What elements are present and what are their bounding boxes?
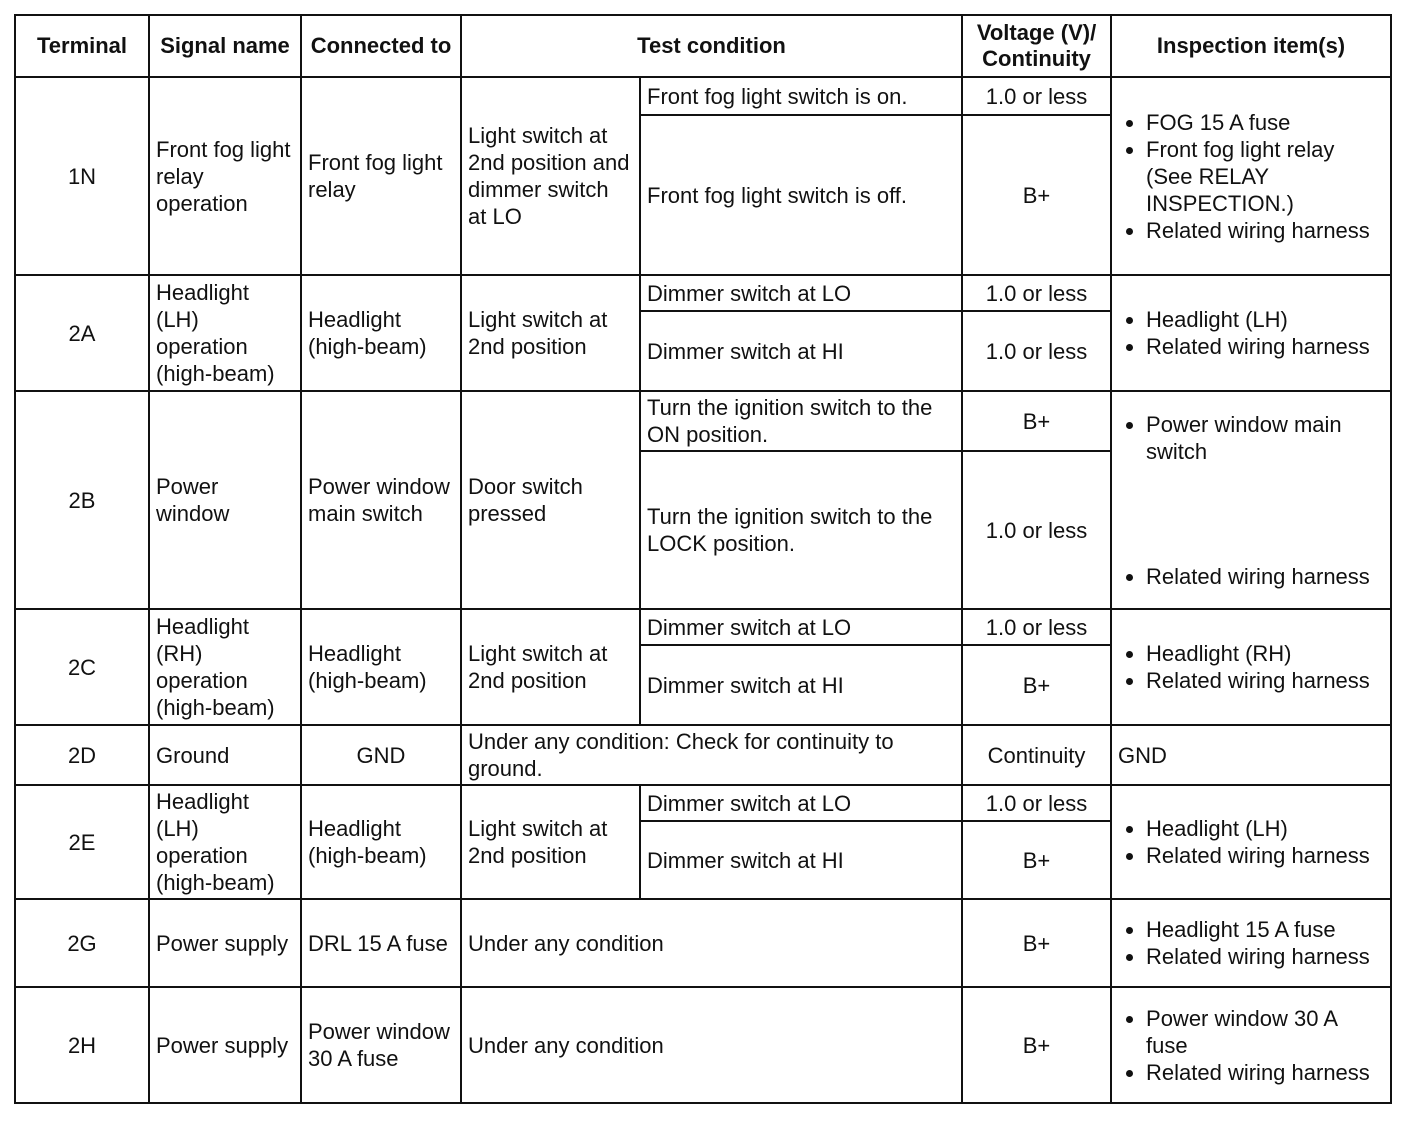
connected-to-cell: Headlight (high-beam) [301, 785, 461, 899]
sub-condition-cell: Turn the ignition switch to the ON position. [640, 391, 962, 451]
terminal-cell: 2G [15, 899, 149, 987]
table-row [15, 77, 1391, 115]
terminal-cell: 2D [15, 725, 149, 785]
voltage-cell: 1.0 or less [962, 275, 1111, 311]
inspection-list [1118, 640, 1384, 694]
inspection-item: • Front fog light relay (See RELAY INSPECTION.) [1146, 136, 1384, 217]
test-condition-cell: Under any condition: Check for continuity to ground. [461, 725, 962, 785]
inspection-cell [1111, 275, 1391, 391]
inspection-cell: GND [1111, 725, 1391, 785]
inspection-cell [1111, 899, 1391, 987]
voltage-cell: B+ [962, 821, 1111, 899]
voltage-cell: 1.0 or less [962, 77, 1111, 115]
test-condition-cell: Light switch at 2nd position and dimmer switch at LO [461, 77, 640, 275]
header-test-condition: Test condition [461, 15, 962, 77]
sub-condition-cell: Turn the ignition switch to the LOCK position. [640, 451, 962, 609]
inspection-cell [1111, 987, 1391, 1103]
inspection-item: • Related wiring harness [1146, 667, 1384, 694]
signal-name-cell: Power supply [149, 987, 301, 1103]
signal-name-cell: Headlight (LH) operation (high-beam) [149, 275, 301, 391]
connected-to-cell: Headlight (high-beam) [301, 275, 461, 391]
test-condition-cell: Under any condition [461, 899, 962, 987]
terminal-cell: 2A [15, 275, 149, 391]
inspection-cell [1111, 77, 1391, 275]
voltage-cell: B+ [962, 987, 1111, 1103]
inspection-item: • Headlight (LH) [1146, 815, 1384, 842]
signal-name-cell: Ground [149, 725, 301, 785]
test-condition-cell: Under any condition [461, 987, 962, 1103]
inspection-item: • Related wiring harness [1146, 842, 1384, 869]
inspection-item: • Power window main switch [1146, 411, 1384, 465]
connected-to-cell: Power window 30 A fuse [301, 987, 461, 1103]
terminal-cell: 2H [15, 987, 149, 1103]
inspection-item: • Related wiring harness [1146, 943, 1384, 970]
connected-to-cell: Headlight (high-beam) [301, 609, 461, 725]
inspection-table-wrapper [14, 14, 1390, 1104]
inspection-cell [1111, 785, 1391, 899]
connected-to-cell: Power window main switch [301, 391, 461, 609]
header-inspection-items: Inspection item(s) [1111, 15, 1391, 77]
sub-condition-cell: Dimmer switch at HI [640, 821, 962, 899]
inspection-item: • Headlight 15 A fuse [1146, 916, 1384, 943]
voltage-cell: B+ [962, 645, 1111, 725]
terminal-cell: 2E [15, 785, 149, 899]
inspection-item: • Power window 30 A fuse [1146, 1005, 1384, 1059]
header-connected-to: Connected to [301, 15, 461, 77]
header-signal-name: Signal name [149, 15, 301, 77]
sub-condition-cell: Dimmer switch at HI [640, 311, 962, 391]
table-row [15, 785, 1391, 821]
inspection-item: • Related wiring harness [1146, 333, 1384, 360]
table-row [15, 275, 1391, 311]
terminal-cell: 2C [15, 609, 149, 725]
test-condition-cell: Light switch at 2nd position [461, 609, 640, 725]
inspection-item: • Headlight (RH) [1146, 640, 1384, 667]
test-condition-cell: Door switch pressed [461, 391, 640, 609]
table-row [15, 391, 1391, 451]
voltage-cell: 1.0 or less [962, 785, 1111, 821]
inspection-item: • Related wiring harness [1146, 217, 1384, 244]
voltage-cell: Continuity [962, 725, 1111, 785]
inspection-list [1118, 411, 1384, 590]
inspection-cell [1111, 391, 1391, 609]
inspection-list [1118, 109, 1384, 244]
signal-name-cell: Front fog light relay operation [149, 77, 301, 275]
sub-condition-cell: Dimmer switch at HI [640, 645, 962, 725]
voltage-cell: 1.0 or less [962, 609, 1111, 645]
terminal-cell: 1N [15, 77, 149, 275]
header-terminal: Terminal [15, 15, 149, 77]
table-row [15, 609, 1391, 645]
voltage-cell: B+ [962, 899, 1111, 987]
inspection-cell [1111, 609, 1391, 725]
connected-to-cell: DRL 15 A fuse [301, 899, 461, 987]
connected-to-cell: Front fog light relay [301, 77, 461, 275]
inspection-item: • FOG 15 A fuse [1146, 109, 1384, 136]
voltage-cell: B+ [962, 391, 1111, 451]
sub-condition-cell: Dimmer switch at LO [640, 785, 962, 821]
terminal-inspection-table [14, 14, 1392, 1104]
inspection-list [1118, 1005, 1384, 1086]
inspection-item: • Related wiring harness [1146, 563, 1384, 590]
sub-condition-cell: Dimmer switch at LO [640, 609, 962, 645]
inspection-item: • Headlight (LH) [1146, 306, 1384, 333]
connected-to-cell: GND [301, 725, 461, 785]
table-row [15, 725, 1391, 785]
header-row [15, 15, 1391, 77]
signal-name-cell: Power window [149, 391, 301, 609]
inspection-list [1118, 306, 1384, 360]
table-row [15, 899, 1391, 987]
test-condition-cell: Light switch at 2nd position [461, 785, 640, 899]
inspection-list [1118, 916, 1384, 970]
signal-name-cell: Headlight (LH) operation (high-beam) [149, 785, 301, 899]
inspection-item: • Related wiring harness [1146, 1059, 1384, 1086]
sub-condition-cell: Front fog light switch is on. [640, 77, 962, 115]
signal-name-cell: Power supply [149, 899, 301, 987]
inspection-list [1118, 815, 1384, 869]
header-voltage-continuity: Voltage (V)/ Continuity [962, 15, 1111, 77]
voltage-cell: 1.0 or less [962, 311, 1111, 391]
signal-name-cell: Headlight (RH) operation (high-beam) [149, 609, 301, 725]
sub-condition-cell: Front fog light switch is off. [640, 115, 962, 275]
test-condition-cell: Light switch at 2nd position [461, 275, 640, 391]
voltage-cell: 1.0 or less [962, 451, 1111, 609]
table-row [15, 987, 1391, 1103]
voltage-cell: B+ [962, 115, 1111, 275]
sub-condition-cell: Dimmer switch at LO [640, 275, 962, 311]
terminal-cell: 2B [15, 391, 149, 609]
